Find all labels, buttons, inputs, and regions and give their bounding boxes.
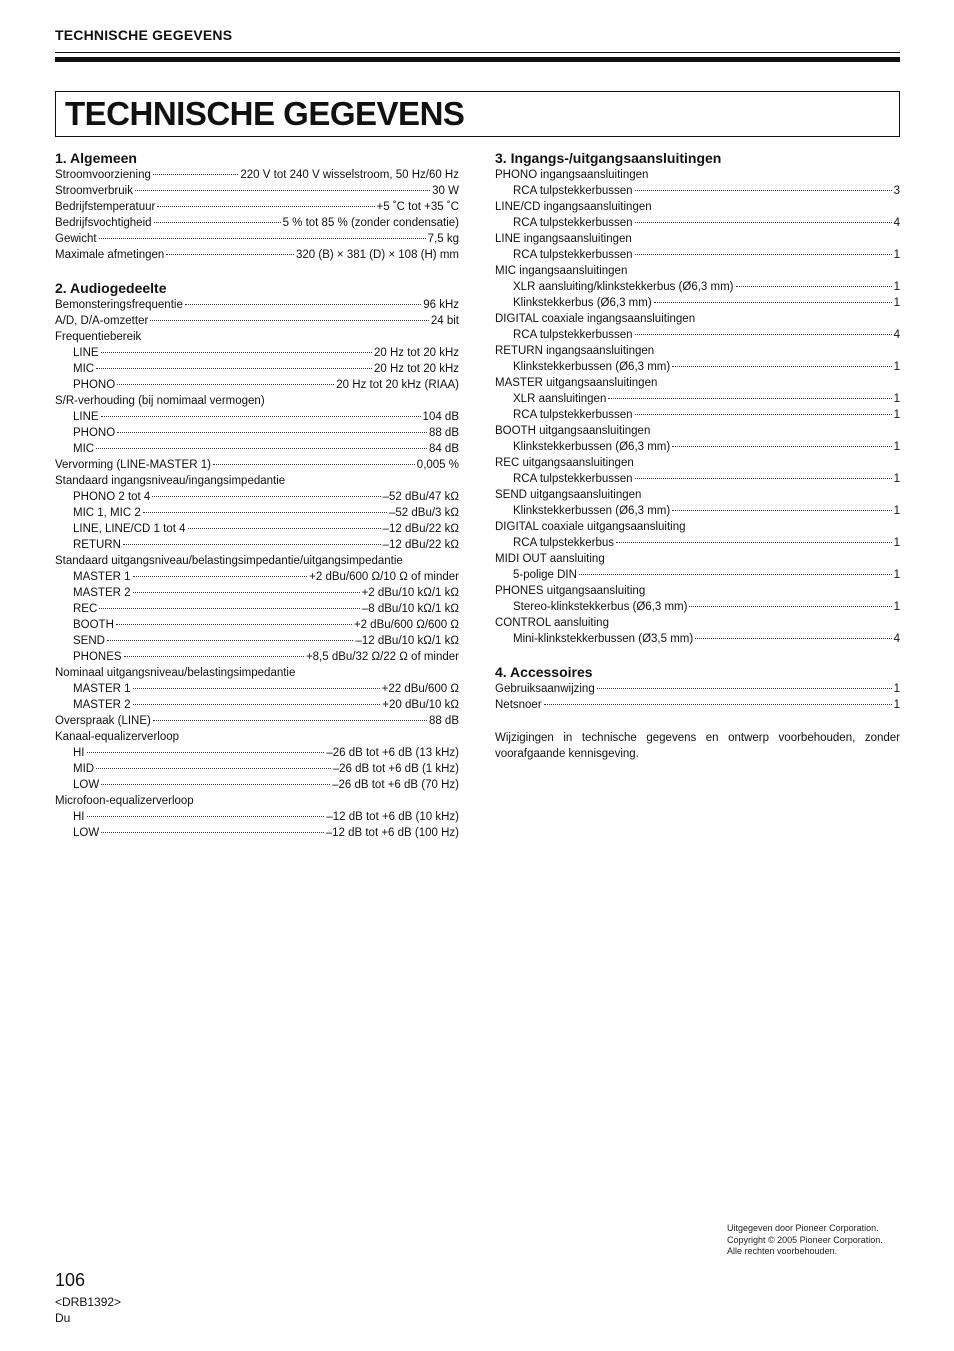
spec-row [55, 231, 459, 247]
spec-group-label: DIGITAL coaxiale uitgangsaansluiting [495, 521, 686, 533]
section-title: 2. Audiogedeelte [55, 280, 167, 296]
dot-leader [544, 703, 892, 705]
dot-leader [96, 447, 427, 449]
spec-label: MIC [73, 443, 95, 455]
spec-label: RCA tulpstekkerbussen [513, 217, 633, 229]
spec-label: MID [73, 763, 95, 775]
spec-label: Netsnoer [495, 699, 542, 711]
header-rule-thick [55, 57, 900, 62]
spec-label: RCA tulpstekkerbussen [513, 473, 633, 485]
spec-group-label: RETURN ingangsaansluitingen [495, 345, 655, 357]
spec-row [55, 425, 459, 441]
spec-section [495, 150, 900, 647]
spec-row [55, 183, 459, 199]
spec-value: 88 dB [428, 715, 459, 727]
spec-row [55, 617, 459, 633]
spec-value: 7,5 kg [427, 233, 459, 245]
spec-value: 3 [893, 185, 900, 197]
section-title: 4. Accessoires [495, 664, 593, 680]
dot-leader [635, 253, 892, 255]
spec-row [55, 585, 459, 601]
spec-row [55, 809, 459, 825]
spec-label: XLR aansluiting/klinkstekkerbus (Ø6,3 mm) [513, 281, 734, 293]
spec-value: +8,5 dBu/32 Ω/22 Ω of minder [305, 651, 459, 663]
spec-label: HI [73, 747, 85, 759]
spec-label: Gewicht [55, 233, 97, 245]
disclaimer-note: Wijzigingen in technische gegevens en ontwerp voorbehouden, zonder voorafgaande kennisgeving. [495, 732, 900, 760]
spec-value: 96 kHz [423, 299, 459, 311]
dot-leader [96, 767, 331, 769]
spec-row [55, 441, 459, 457]
spec-row [495, 471, 900, 487]
dot-leader [133, 703, 381, 705]
dot-leader [597, 687, 892, 689]
dot-leader [99, 237, 426, 239]
spec-label: RCA tulpstekkerbussen [513, 185, 633, 197]
spec-value: 320 (B) × 381 (D) × 108 (H) mm [296, 249, 459, 261]
spec-group-label: REC uitgangsaansluitingen [495, 457, 634, 469]
spec-row [55, 457, 459, 473]
spec-label: Mini-klinkstekkerbussen (Ø3,5 mm) [513, 633, 694, 645]
spec-label: Maximale afmetingen [55, 249, 165, 261]
spec-value: –12 dB tot +6 dB (10 kHz) [326, 811, 459, 823]
dot-leader [608, 397, 891, 399]
left-column [55, 150, 459, 858]
spec-label: XLR aansluitingen [513, 393, 607, 405]
spec-section [55, 150, 459, 263]
spec-value: –12 dB tot +6 dB (100 Hz) [325, 827, 459, 839]
spec-row [55, 505, 459, 521]
dot-leader [101, 831, 324, 833]
spec-label: REC [73, 603, 98, 615]
spec-label: PHONO 2 tot 4 [73, 491, 151, 503]
spec-group-label: Standaard ingangsniveau/ingangsimpedantie [55, 475, 286, 487]
page-number: 106 [55, 1270, 86, 1290]
spec-row [495, 183, 900, 199]
dot-leader [133, 687, 380, 689]
section-title: 1. Algemeen [55, 150, 137, 166]
spec-label: BOOTH [73, 619, 114, 631]
spec-value: 1 [893, 683, 900, 695]
spec-value: 1 [893, 249, 900, 261]
spec-row [495, 359, 900, 375]
dot-leader [152, 495, 380, 497]
spec-value: –52 dBu/47 kΩ [382, 491, 459, 503]
dot-leader [107, 639, 354, 641]
spec-label: Stereo-klinkstekkerbus (Ø6,3 mm) [513, 601, 688, 613]
spec-value: –26 dB tot +6 dB (1 kHz) [332, 763, 459, 775]
title-box [55, 91, 900, 137]
spec-value: 104 dB [422, 411, 459, 423]
spec-label: Bemonsteringsfrequentie [55, 299, 183, 311]
spec-row [55, 777, 459, 793]
page-title: TECHNISCHE GEGEVENS [65, 95, 465, 132]
spec-row [495, 567, 900, 583]
right-column [495, 150, 900, 762]
spec-value: –8 dBu/10 kΩ/1 kΩ [361, 603, 459, 615]
dot-leader [635, 189, 892, 191]
spec-label: RCA tulpstekkerbussen [513, 329, 633, 341]
dot-leader [87, 815, 325, 817]
section-title: 3. Ingangs-/uitgangsaansluitingen [495, 150, 722, 166]
spec-group-label: MASTER uitgangsaansluitingen [495, 377, 658, 389]
spec-value: 1 [893, 569, 900, 581]
dot-leader [101, 351, 372, 353]
spec-value: 20 Hz tot 20 kHz [373, 347, 459, 359]
spec-row [495, 295, 900, 311]
spec-value: 20 Hz tot 20 kHz [373, 363, 459, 375]
spec-label: MASTER 2 [73, 699, 131, 711]
dot-leader [150, 319, 429, 321]
dot-leader [133, 575, 308, 577]
dot-leader [672, 509, 891, 511]
dot-leader [579, 573, 892, 575]
spec-row [55, 409, 459, 425]
spec-section [495, 664, 900, 713]
spec-value: 1 [893, 505, 900, 517]
spec-row [55, 247, 459, 263]
spec-label: MASTER 1 [73, 683, 131, 695]
spec-row [495, 407, 900, 423]
publisher-notice [727, 1223, 883, 1258]
dot-leader [96, 367, 372, 369]
spec-value: 1 [893, 699, 900, 711]
spec-value: –26 dB tot +6 dB (70 Hz) [332, 779, 459, 791]
right-column-sections [495, 150, 900, 713]
spec-row [55, 489, 459, 505]
spec-row [55, 345, 459, 361]
dot-leader [153, 173, 239, 175]
spec-value: 24 bit [430, 315, 459, 327]
spec-label: LOW [73, 827, 100, 839]
spec-value: +20 dBu/10 kΩ [382, 699, 459, 711]
document-code [55, 1294, 121, 1326]
spec-label: Stroomvoorziening [55, 169, 151, 181]
dot-leader [157, 205, 374, 207]
spec-value: 84 dB [428, 443, 459, 455]
dot-leader [635, 477, 892, 479]
spec-group-label: LINE ingangsaansluitingen [495, 233, 632, 245]
dot-leader [616, 541, 892, 543]
spec-group-label: SEND uitgangsaansluitingen [495, 489, 642, 501]
spec-row [55, 697, 459, 713]
dot-leader [166, 253, 294, 255]
spec-row [55, 377, 459, 393]
spec-label: Klinkstekkerbussen (Ø6,3 mm) [513, 505, 671, 517]
spec-row [495, 535, 900, 551]
spec-label: PHONES [73, 651, 122, 663]
spec-label: Vervorming (LINE-MASTER 1) [55, 459, 211, 471]
spec-group-label: MIDI OUT aansluiting [495, 553, 605, 565]
spec-value: 4 [893, 633, 900, 645]
spec-row [495, 599, 900, 615]
spec-value: 4 [893, 329, 900, 341]
spec-label: Klinkstekkerbus (Ø6,3 mm) [513, 297, 652, 309]
spec-label: Stroomverbruik [55, 185, 133, 197]
dot-leader [143, 511, 387, 513]
dot-leader [185, 303, 421, 305]
spec-label: Klinkstekkerbussen (Ø6,3 mm) [513, 361, 671, 373]
spec-label: 5-polige DIN [513, 569, 577, 581]
spec-value: 1 [893, 361, 900, 373]
spec-label: Klinkstekkerbussen (Ø6,3 mm) [513, 441, 671, 453]
spec-row [495, 697, 900, 713]
dot-leader [99, 607, 360, 609]
spec-value: 4 [893, 217, 900, 229]
spec-row [55, 215, 459, 231]
dot-leader [635, 221, 892, 223]
spec-value: +2 dBu/10 kΩ/1 kΩ [361, 587, 459, 599]
spec-group-label: Nominaal uitgangsniveau/belastingsimpedantie [55, 667, 296, 679]
spec-row [55, 761, 459, 777]
dot-leader [736, 285, 892, 287]
spec-group-label: PHONO ingangsaansluitingen [495, 169, 649, 181]
doc-code-value: <DRB1392> [55, 1295, 122, 1309]
spec-row [55, 601, 459, 617]
spec-row [55, 167, 459, 183]
spec-row [495, 247, 900, 263]
dot-leader [101, 415, 421, 417]
spec-row [55, 569, 459, 585]
spec-row [55, 313, 459, 329]
spec-label: RCA tulpstekkerbussen [513, 249, 633, 261]
spec-label: LINE, LINE/CD 1 tot 4 [73, 523, 186, 535]
rights-line: Alle rechten voorbehouden. [727, 1246, 838, 1256]
dot-leader [116, 623, 352, 625]
spec-label: MIC 1, MIC 2 [73, 507, 141, 519]
spec-value: 1 [893, 281, 900, 293]
spec-value: 1 [893, 601, 900, 613]
dot-leader [154, 221, 281, 223]
dot-leader [672, 365, 891, 367]
spec-row [55, 521, 459, 537]
spec-label: HI [73, 811, 85, 823]
dot-leader [153, 719, 427, 721]
spec-label: MASTER 2 [73, 587, 131, 599]
spec-value: 1 [893, 409, 900, 421]
spec-group-label: MIC ingangsaansluitingen [495, 265, 628, 277]
spec-section [55, 280, 459, 841]
spec-group-label: Standaard uitgangsniveau/belastingsimpedantie/uitgangsimpedantie [55, 555, 403, 567]
spec-row [495, 279, 900, 295]
spec-label: RETURN [73, 539, 121, 551]
spec-value: +2 dBu/600 Ω/10 Ω of minder [309, 571, 459, 583]
spec-row [55, 537, 459, 553]
spec-value: 0,005 % [416, 459, 459, 471]
dot-leader [695, 637, 891, 639]
spec-group-label: Kanaal-equalizerverloop [55, 731, 180, 743]
spec-label: A/D, D/A-omzetter [55, 315, 149, 327]
header-rule-thin [55, 52, 900, 53]
spec-value: –12 dBu/10 kΩ/1 kΩ [355, 635, 459, 647]
spec-value: 30 W [432, 185, 459, 197]
copyright-line: Copyright © 2005 Pioneer Corporation. [727, 1234, 883, 1245]
spec-row [495, 503, 900, 519]
spec-row [55, 745, 459, 761]
spec-value: +5 ˚C tot +35 ˚C [376, 201, 459, 213]
spec-value: 20 Hz tot 20 kHz (RIAA) [336, 379, 459, 391]
spec-row [55, 199, 459, 215]
spec-value: –52 dBu/3 kΩ [389, 507, 459, 519]
running-header: TECHNISCHE GEGEVENS [55, 27, 233, 43]
spec-label: MASTER 1 [73, 571, 131, 583]
spec-row [55, 361, 459, 377]
spec-row [495, 215, 900, 231]
spec-label: LINE [73, 347, 99, 359]
spec-group-label: CONTROL aansluiting [495, 617, 609, 629]
spec-label: LINE [73, 411, 99, 423]
spec-label: Bedrijfstemperatuur [55, 201, 156, 213]
spec-row [495, 391, 900, 407]
spec-value: 1 [893, 297, 900, 309]
spec-row [55, 713, 459, 729]
spec-label: MIC [73, 363, 95, 375]
spec-row [55, 825, 459, 841]
dot-leader [101, 783, 330, 785]
spec-label: Gebruiksaanwijzing [495, 683, 595, 695]
spec-group-label: DIGITAL coaxiale ingangsaansluitingen [495, 313, 696, 325]
dot-leader [635, 413, 892, 415]
publisher-line: Uitgegeven door Pioneer Corporation. [727, 1223, 879, 1233]
spec-value: 220 V tot 240 V wisselstroom, 50 Hz/60 Hz [240, 169, 459, 181]
spec-label: SEND [73, 635, 105, 647]
spec-group-label: S/R-verhouding (bij nomimaal vermogen) [55, 395, 265, 407]
spec-group-label: LINE/CD ingangsaansluitingen [495, 201, 652, 213]
spec-label: RCA tulpstekkerbus [513, 537, 614, 549]
dot-leader [87, 751, 325, 753]
spec-row [495, 439, 900, 455]
spec-label: Bedrijfsvochtigheid [55, 217, 152, 229]
spec-group-label: PHONES uitgangsaansluiting [495, 585, 646, 597]
spec-row [55, 297, 459, 313]
language-code: Du [55, 1311, 71, 1325]
spec-value: +2 dBu/600 Ω/600 Ω [353, 619, 459, 631]
dot-leader [124, 655, 304, 657]
dot-leader [135, 189, 430, 191]
spec-label: Overspraak (LINE) [55, 715, 151, 727]
dot-leader [188, 527, 381, 529]
spec-group-label: Frequentiebereik [55, 331, 142, 343]
spec-group-label: BOOTH uitgangsaansluitingen [495, 425, 651, 437]
spec-row [495, 327, 900, 343]
spec-value: 1 [893, 393, 900, 405]
dot-leader [654, 301, 892, 303]
spec-label: PHONO [73, 379, 116, 391]
spec-value: 1 [893, 441, 900, 453]
dot-leader [635, 333, 892, 335]
spec-value: –12 dBu/22 kΩ [382, 523, 459, 535]
spec-row [495, 631, 900, 647]
spec-row [55, 681, 459, 697]
spec-value: 5 % tot 85 % (zonder condensatie) [282, 217, 459, 229]
dot-leader [117, 431, 427, 433]
spec-label: PHONO [73, 427, 116, 439]
spec-row [55, 649, 459, 665]
dot-leader [213, 463, 415, 465]
spec-label: LOW [73, 779, 100, 791]
dot-leader [133, 591, 360, 593]
spec-row [55, 633, 459, 649]
dot-leader [672, 445, 891, 447]
spec-value: 1 [893, 473, 900, 485]
spec-value: –12 dBu/22 kΩ [382, 539, 459, 551]
dot-leader [117, 383, 334, 385]
spec-group-label: Microfoon-equalizerverloop [55, 795, 194, 807]
dot-leader [123, 543, 381, 545]
dot-leader [689, 605, 891, 607]
spec-label: RCA tulpstekkerbussen [513, 409, 633, 421]
spec-value: –26 dB tot +6 dB (13 kHz) [326, 747, 459, 759]
spec-value: 1 [893, 537, 900, 549]
spec-value: 88 dB [428, 427, 459, 439]
spec-value: +22 dBu/600 Ω [381, 683, 459, 695]
spec-row [495, 681, 900, 697]
